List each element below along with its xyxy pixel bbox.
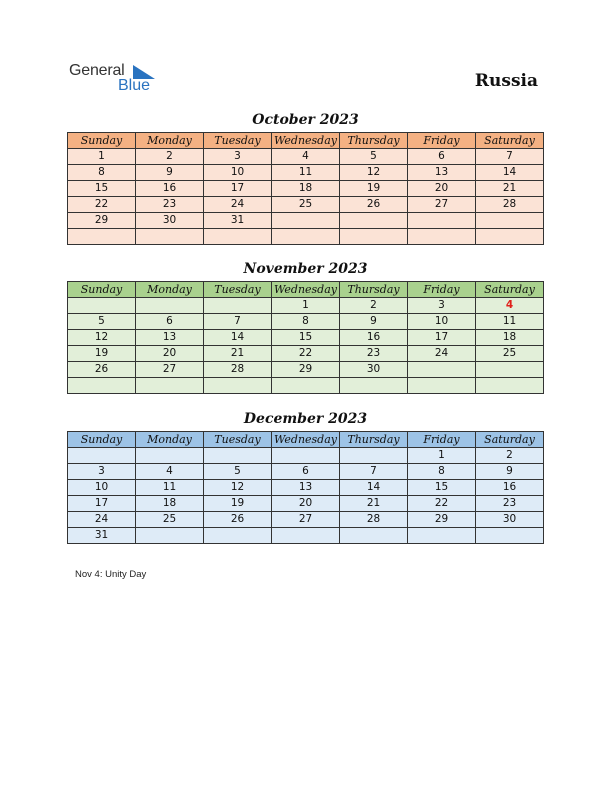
week-row [68,496,544,512]
day-cell: 20 [408,181,476,197]
weekday-header: Wednesday [272,432,340,448]
day-cell: 14 [476,165,544,181]
day-cell: 13 [272,480,340,496]
day-cell: 29 [408,512,476,528]
day-cell: 18 [476,330,544,346]
day-cell: 4 [136,464,204,480]
week-row [68,346,544,362]
empty-day-cell [272,528,340,544]
empty-day-cell [408,229,476,245]
day-cell: 22 [272,346,340,362]
empty-day-cell [68,298,136,314]
day-cell: 11 [476,314,544,330]
weekday-header: Wednesday [272,133,340,149]
day-cell: 28 [340,512,408,528]
day-cell: 25 [476,346,544,362]
day-cell: 1 [272,298,340,314]
day-cell: 9 [136,165,204,181]
day-cell: 8 [68,165,136,181]
day-cell: 12 [68,330,136,346]
empty-day-cell [340,213,408,229]
day-cell: 26 [68,362,136,378]
day-cell: 23 [476,496,544,512]
day-cell: 20 [136,346,204,362]
country-title: Russia [474,71,538,91]
day-cell: 10 [204,165,272,181]
day-cell: 9 [340,314,408,330]
day-cell: 6 [272,464,340,480]
day-cell: 21 [340,496,408,512]
weekday-header: Friday [408,282,476,298]
day-cell: 12 [340,165,408,181]
week-row [68,165,544,181]
day-cell: 27 [136,362,204,378]
empty-day-cell [476,528,544,544]
weekday-header: Friday [408,133,476,149]
week-row [68,464,544,480]
empty-day-cell [476,378,544,394]
day-cell: 27 [408,197,476,213]
empty-day-cell [476,229,544,245]
weekday-header: Saturday [476,432,544,448]
day-cell: 21 [476,181,544,197]
day-cell: 20 [272,496,340,512]
day-cell: 11 [272,165,340,181]
day-cell: 1 [408,448,476,464]
day-cell: 29 [68,213,136,229]
weekday-header: Sunday [68,282,136,298]
empty-day-cell [204,378,272,394]
day-cell: 2 [136,149,204,165]
day-cell: 26 [204,512,272,528]
day-cell: 18 [136,496,204,512]
week-row [68,528,544,544]
week-row [68,229,544,245]
day-cell: 24 [408,346,476,362]
month-december [67,410,544,544]
weekday-header: Tuesday [204,432,272,448]
day-cell: 7 [476,149,544,165]
day-cell: 28 [476,197,544,213]
week-row [68,149,544,165]
weekday-header: Saturday [476,282,544,298]
week-row [68,298,544,314]
day-cell: 19 [204,496,272,512]
day-cell: 27 [272,512,340,528]
day-cell: 2 [476,448,544,464]
day-cell: 26 [340,197,408,213]
day-cell: 10 [68,480,136,496]
day-cell: 6 [408,149,476,165]
day-cell: 17 [68,496,136,512]
month-october [67,111,544,245]
empty-day-cell [136,378,204,394]
week-row [68,448,544,464]
empty-day-cell [68,378,136,394]
day-cell: 8 [272,314,340,330]
weekday-header: Monday [136,133,204,149]
day-cell: 19 [340,181,408,197]
day-cell: 6 [136,314,204,330]
week-row [68,213,544,229]
day-cell: 5 [204,464,272,480]
empty-day-cell [340,448,408,464]
day-cell: 17 [408,330,476,346]
day-cell: 24 [204,197,272,213]
empty-day-cell [408,213,476,229]
day-cell: 31 [68,528,136,544]
week-row [68,181,544,197]
day-cell: 16 [340,330,408,346]
weekday-header: Sunday [68,133,136,149]
weekday-header: Tuesday [204,282,272,298]
day-cell: 23 [340,346,408,362]
day-cell: 15 [408,480,476,496]
day-cell: 16 [136,181,204,197]
empty-day-cell [476,213,544,229]
week-row [68,197,544,213]
day-cell: 13 [408,165,476,181]
weekday-header: Friday [408,432,476,448]
day-cell: 15 [68,181,136,197]
week-row [68,362,544,378]
weekday-header: Saturday [476,133,544,149]
month-title: November 2023 [243,261,368,277]
day-cell: 11 [136,480,204,496]
empty-day-cell [476,362,544,378]
weekday-header: Thursday [340,432,408,448]
week-row [68,378,544,394]
day-cell: 13 [136,330,204,346]
empty-day-cell [136,448,204,464]
month-title: October 2023 [252,112,359,128]
holiday-notes [75,569,146,580]
week-row [68,512,544,528]
week-row [68,330,544,346]
weekday-header: Monday [136,432,204,448]
day-cell: 29 [272,362,340,378]
day-cell: 24 [68,512,136,528]
empty-day-cell [136,528,204,544]
weekday-header: Thursday [340,133,408,149]
day-cell: 25 [136,512,204,528]
weekday-header: Tuesday [204,133,272,149]
empty-day-cell [408,528,476,544]
day-cell: 1 [68,149,136,165]
weekday-header: Wednesday [272,282,340,298]
day-cell: 23 [136,197,204,213]
day-cell: 7 [204,314,272,330]
day-cell: 7 [340,464,408,480]
day-cell: 3 [204,149,272,165]
calendar-table [67,431,544,544]
week-row [68,314,544,330]
day-cell: 18 [272,181,340,197]
empty-day-cell [340,378,408,394]
empty-day-cell [68,229,136,245]
empty-day-cell [204,229,272,245]
empty-day-cell [136,229,204,245]
empty-day-cell [340,229,408,245]
calendar-table [67,132,544,245]
empty-day-cell [68,448,136,464]
empty-day-cell [136,298,204,314]
day-cell: 21 [204,346,272,362]
holiday-note: Nov 4: Unity Day [75,569,147,580]
day-cell: 2 [340,298,408,314]
day-cell: 5 [340,149,408,165]
day-cell: 9 [476,464,544,480]
weekday-header: Monday [136,282,204,298]
day-cell: 3 [408,298,476,314]
empty-day-cell [204,298,272,314]
day-cell: 3 [68,464,136,480]
holiday-day-cell: 4 [476,298,544,314]
weekday-header: Sunday [68,432,136,448]
day-cell: 5 [68,314,136,330]
empty-day-cell [272,213,340,229]
day-cell: 4 [272,149,340,165]
logo-text-blue: Blue [118,77,151,94]
weekday-header: Thursday [340,282,408,298]
day-cell: 16 [476,480,544,496]
day-cell: 14 [204,330,272,346]
empty-day-cell [204,528,272,544]
day-cell: 10 [408,314,476,330]
empty-day-cell [340,528,408,544]
day-cell: 30 [476,512,544,528]
day-cell: 12 [204,480,272,496]
month-november [67,260,544,394]
empty-day-cell [272,378,340,394]
empty-day-cell [408,362,476,378]
day-cell: 22 [408,496,476,512]
day-cell: 8 [408,464,476,480]
day-cell: 31 [204,213,272,229]
empty-day-cell [408,378,476,394]
day-cell: 28 [204,362,272,378]
empty-day-cell [272,229,340,245]
day-cell: 14 [340,480,408,496]
empty-day-cell [204,448,272,464]
logo-text-general: General [69,62,125,79]
day-cell: 19 [68,346,136,362]
brand-logo [69,62,159,96]
day-cell: 30 [136,213,204,229]
empty-day-cell [272,448,340,464]
day-cell: 30 [340,362,408,378]
day-cell: 15 [272,330,340,346]
day-cell: 25 [272,197,340,213]
calendar-table [67,281,544,394]
day-cell: 17 [204,181,272,197]
week-row [68,480,544,496]
day-cell: 22 [68,197,136,213]
month-title: December 2023 [243,411,368,427]
